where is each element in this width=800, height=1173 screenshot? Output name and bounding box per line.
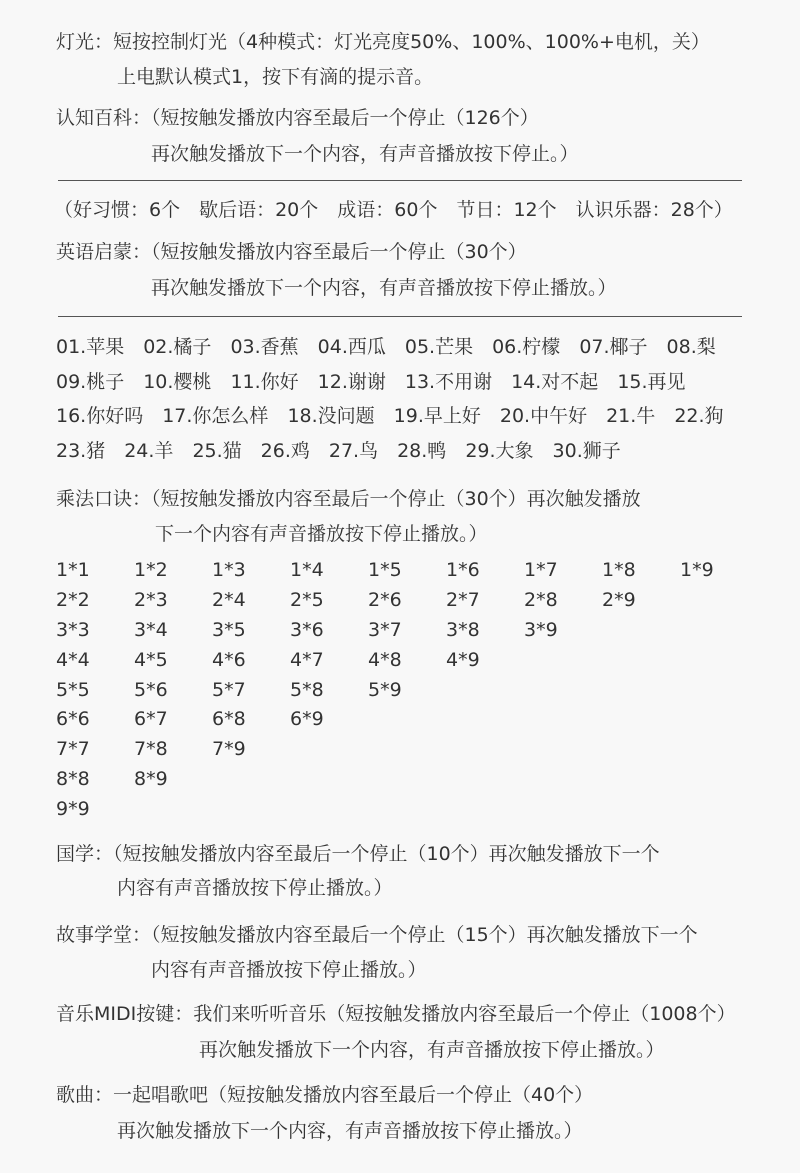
multiplication-item: 1*7 — [524, 559, 558, 581]
multiplication-item: 2*9 — [602, 589, 636, 611]
multiplication-row — [56, 558, 758, 582]
multiplication-item: 2*8 — [524, 589, 558, 611]
english-word: 19.早上好 — [393, 405, 481, 427]
knowledge-line-1: 认知百科：（短按触发播放内容至最后一个停止（126个） — [56, 107, 539, 129]
english-word: 03.香蕉 — [230, 336, 299, 358]
midi-line-2: 再次触发播放下一个内容，有声音播放按下停止播放。） — [199, 1039, 665, 1061]
multiplication-item: 4*7 — [290, 649, 324, 671]
multiplication-item: 1*1 — [56, 559, 90, 581]
english-word: 18.没问题 — [287, 405, 375, 427]
songs-line-1: 歌曲：一起唱歌吧（短按触发播放内容至最后一个停止（40个） — [56, 1084, 594, 1106]
multiplication-item: 2*2 — [56, 589, 90, 611]
multiplication-item: 1*9 — [680, 559, 714, 581]
english-word: 10.樱桃 — [143, 371, 212, 393]
english-word: 09.桃子 — [56, 371, 125, 393]
english-word-row — [56, 404, 743, 428]
multiplication-item: 1*6 — [446, 559, 480, 581]
multiplication-item: 3*4 — [134, 619, 168, 641]
english-word: 27.鸟 — [328, 440, 379, 462]
english-word: 01.苹果 — [56, 336, 125, 358]
english-word-row — [56, 370, 705, 394]
multiplication-row — [56, 618, 602, 642]
english-word: 11.你好 — [230, 371, 299, 393]
divider-2 — [58, 316, 742, 317]
multiplication-item: 7*7 — [56, 738, 90, 760]
multiplication-item: 5*8 — [290, 679, 324, 701]
multiplication-item: 7*9 — [212, 738, 246, 760]
multiplication-item: 4*6 — [212, 649, 246, 671]
english-word: 05.芒果 — [404, 336, 474, 358]
english-word: 21.牛 — [606, 405, 656, 427]
guoxue-line-1: 国学：（短按触发播放内容至最后一个停止（10个）再次触发播放下一个 — [56, 843, 660, 865]
english-word: 17.你怎么样 — [162, 405, 269, 427]
multiplication-item: 7*8 — [134, 738, 168, 760]
stories-line-2: 内容有声音播放按下停止播放。） — [151, 959, 427, 981]
multiplication-row — [56, 588, 680, 612]
multiplication-item: 6*7 — [134, 708, 168, 730]
english-line-1: 英语启蒙：（短按触发播放内容至最后一个停止（30个） — [56, 241, 527, 263]
multiplication-item: 5*7 — [212, 679, 246, 701]
category-counts: （好习惯：6个 歇后语：20个 成语：60个 节日：12个 认识乐器：28个） — [54, 199, 733, 221]
multiplication-line-2: 下一个内容有声音播放按下停止播放。） — [155, 523, 488, 545]
multiplication-item: 6*9 — [290, 708, 324, 730]
multiplication-row — [56, 678, 446, 702]
multiplication-item: 5*5 — [56, 679, 90, 701]
multiplication-row — [56, 707, 368, 731]
english-word: 30.狮子 — [552, 440, 621, 462]
english-word: 26.鸡 — [260, 440, 310, 462]
multiplication-item: 3*6 — [290, 619, 324, 641]
english-word: 24.羊 — [124, 440, 174, 462]
multiplication-item: 2*5 — [290, 589, 324, 611]
multiplication-item: 3*5 — [212, 619, 246, 641]
knowledge-line-2: 再次触发播放下一个内容，有声音播放按下停止。） — [151, 143, 579, 165]
english-word: 14.对不起 — [511, 371, 599, 393]
multiplication-item: 1*2 — [134, 559, 168, 581]
multiplication-row — [56, 648, 524, 672]
english-word: 28.鸭 — [397, 440, 447, 462]
light-line-1: 灯光：短按控制灯光（4种模式：灯光亮度50%、100%、100%+电机，关） — [56, 31, 710, 53]
light-line-2: 上电默认模式1，按下有滴的提示音。 — [117, 66, 434, 88]
english-word: 29.大象 — [465, 440, 534, 462]
english-word: 22.狗 — [674, 405, 724, 427]
multiplication-item: 3*8 — [446, 619, 480, 641]
multiplication-item: 9*9 — [56, 798, 90, 820]
english-word: 12.谢谢 — [317, 371, 386, 393]
multiplication-line-1: 乘法口诀：（短按触发播放内容至最后一个停止（30个）再次触发播放 — [56, 488, 641, 510]
multiplication-item: 4*5 — [134, 649, 168, 671]
english-word: 20.中午好 — [499, 405, 588, 427]
divider-1 — [58, 180, 742, 181]
multiplication-item: 2*6 — [368, 589, 402, 611]
english-word: 06.柠檬 — [492, 336, 561, 358]
multiplication-item: 1*8 — [602, 559, 636, 581]
multiplication-item: 1*5 — [368, 559, 402, 581]
multiplication-item: 1*4 — [290, 559, 324, 581]
english-word-row — [56, 439, 640, 463]
multiplication-item: 4*8 — [368, 649, 402, 671]
english-word-row — [56, 335, 735, 359]
multiplication-item: 6*8 — [212, 708, 246, 730]
multiplication-item: 3*9 — [524, 619, 558, 641]
multiplication-item: 8*8 — [56, 768, 90, 790]
guoxue-line-2: 内容有声音播放按下停止播放。） — [117, 877, 393, 899]
multiplication-item: 2*7 — [446, 589, 480, 611]
english-word: 13.不用谢 — [404, 371, 493, 393]
multiplication-row — [56, 737, 290, 761]
english-word: 04.西瓜 — [317, 336, 386, 358]
multiplication-item: 8*9 — [134, 768, 168, 790]
songs-line-2: 再次触发播放下一个内容，有声音播放按下停止播放。） — [117, 1120, 583, 1142]
english-line-2: 再次触发播放下一个内容，有声音播放按下停止播放。） — [151, 277, 617, 299]
english-word: 07.椰子 — [579, 336, 648, 358]
english-word: 25.猫 — [192, 440, 242, 462]
multiplication-item: 5*6 — [134, 679, 168, 701]
multiplication-item: 4*4 — [56, 649, 90, 671]
english-word: 16.你好吗 — [56, 405, 144, 427]
multiplication-item: 2*3 — [134, 589, 168, 611]
multiplication-item: 2*4 — [212, 589, 246, 611]
multiplication-item: 4*9 — [446, 649, 480, 671]
english-word: 15.再见 — [617, 371, 686, 393]
multiplication-row — [56, 797, 134, 821]
multiplication-item: 1*3 — [212, 559, 246, 581]
multiplication-row — [56, 767, 212, 791]
multiplication-item: 6*6 — [56, 708, 90, 730]
midi-line-1: 音乐MIDI按键：我们来听听音乐（短按触发播放内容至最后一个停止（1008个） — [56, 1003, 736, 1025]
english-word: 23.猪 — [56, 440, 106, 462]
multiplication-item: 3*7 — [368, 619, 402, 641]
english-word: 02.橘子 — [143, 336, 212, 358]
stories-line-1: 故事学堂：（短按触发播放内容至最后一个停止（15个）再次触发播放下一个 — [56, 924, 698, 946]
multiplication-item: 5*9 — [368, 679, 402, 701]
english-word: 08.梨 — [666, 336, 716, 358]
multiplication-item: 3*3 — [56, 619, 90, 641]
